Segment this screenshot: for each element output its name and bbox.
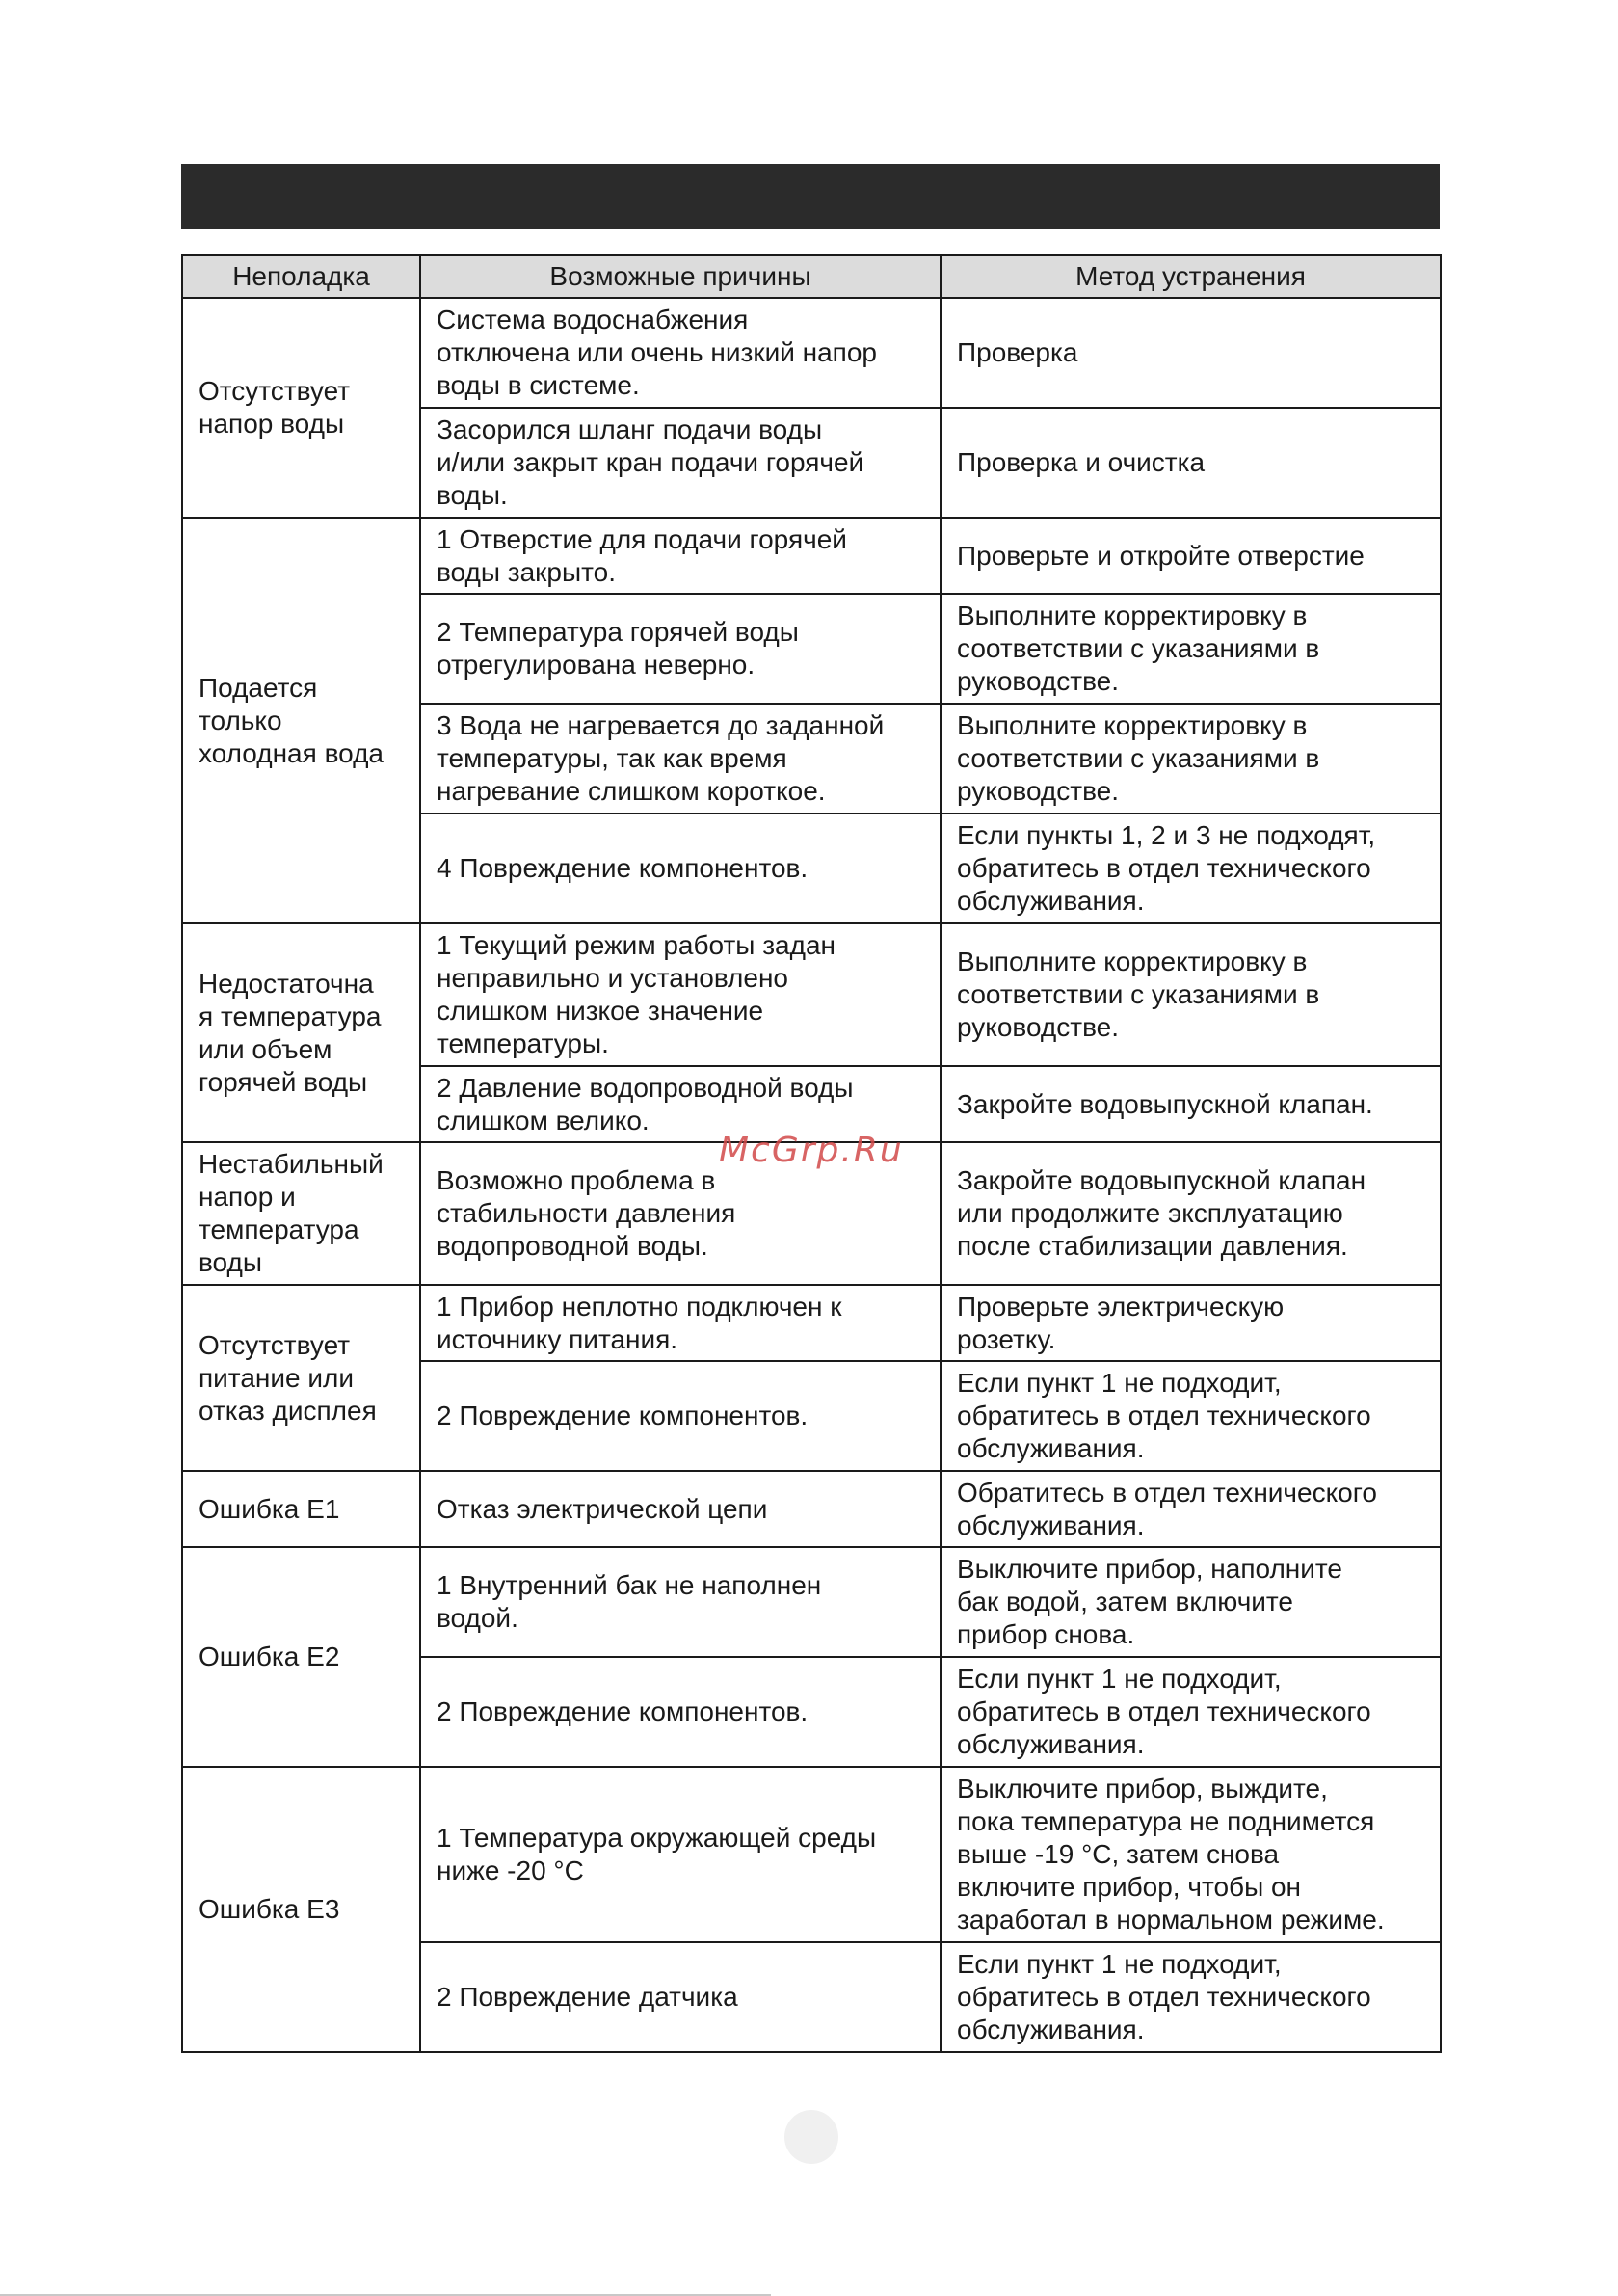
cause-cell: 1 Внутренний бак не наполнен водой. <box>420 1547 941 1657</box>
cause-cell: Система водоснабжения отключена или очень низкий напор воды в системе. <box>420 298 941 408</box>
cause-cell: 2 Температура горячей воды отрегулирована неверно. <box>420 594 941 704</box>
remedy-cell: Если пункт 1 не подходит, обратитесь в отдел технического обслуживания. <box>941 1657 1441 1767</box>
remedy-cell: Выключите прибор, выждите, пока температура не поднимется выше -19 °C, затем снова включите прибор, чтобы он заработал в нормальном режиме. <box>941 1767 1441 1942</box>
remedy-cell: Закройте водовыпускной клапан или продолжите эксплуатацию после стабилизации давления. <box>941 1142 1441 1285</box>
table-row <box>182 1471 1441 1547</box>
remedy-cell: Проверка <box>941 298 1441 408</box>
cause-cell: 4 Повреждение компонентов. <box>420 814 941 923</box>
remedy-cell: Выключите прибор, наполните бак водой, затем включите прибор снова. <box>941 1547 1441 1657</box>
table-row <box>182 1285 1441 1361</box>
problem-cell: Ошибка E2 <box>182 1547 420 1767</box>
cause-cell: Засорился шланг подачи воды и/или закрыт кран подачи горячей воды. <box>420 408 941 518</box>
cause-cell: 1 Прибор неплотно подключен к источнику питания. <box>420 1285 941 1361</box>
remedy-cell: Если пункт 1 не подходит, обратитесь в отдел технического обслуживания. <box>941 1942 1441 2052</box>
remedy-cell: Проверьте электрическую розетку. <box>941 1285 1441 1361</box>
cause-cell: Отказ электрической цепи <box>420 1471 941 1547</box>
table-row <box>182 923 1441 1066</box>
cause-cell: 2 Повреждение датчика <box>420 1942 941 2052</box>
remedy-cell: Выполните корректировку в соответствии с указаниями в руководстве. <box>941 594 1441 704</box>
problem-cell: Ошибка E1 <box>182 1471 420 1547</box>
page-number-circle <box>784 2110 838 2164</box>
cause-cell: 2 Повреждение компонентов. <box>420 1361 941 1471</box>
remedy-cell: Если пункт 1 не подходит, обратитесь в отдел технического обслуживания. <box>941 1361 1441 1471</box>
cause-cell: 1 Температура окружающей среды ниже -20 °C <box>420 1767 941 1942</box>
remedy-cell: Выполните корректировку в соответствии с указаниями в руководстве. <box>941 704 1441 814</box>
table-row <box>182 518 1441 594</box>
problem-cell: Недостаточна я температура или объем горячей воды <box>182 923 420 1142</box>
header-remedy: Метод устранения <box>941 255 1441 298</box>
remedy-cell: Обратитесь в отдел технического обслуживания. <box>941 1471 1441 1547</box>
table-header-row <box>182 255 1441 298</box>
table-row <box>182 1547 1441 1657</box>
table-row <box>182 1767 1441 1942</box>
problem-cell: Подается только холодная вода <box>182 518 420 923</box>
problem-cell: Нестабильный напор и температура воды <box>182 1142 420 1285</box>
cause-cell: 2 Давление водопроводной воды слишком велико. <box>420 1066 941 1142</box>
header-problem: Неполадка <box>182 255 420 298</box>
table-row <box>182 298 1441 408</box>
cause-cell: 1 Отверстие для подачи горячей воды закрыто. <box>420 518 941 594</box>
watermark-text: McGrp.Ru <box>719 1131 904 1170</box>
problem-cell: Ошибка E3 <box>182 1767 420 2052</box>
problem-cell: Отсутствует напор воды <box>182 298 420 518</box>
header-causes: Возможные причины <box>420 255 941 298</box>
cause-cell: Возможно проблема в стабильности давления водопроводной воды. <box>420 1142 941 1285</box>
remedy-cell: Закройте водовыпускной клапан. <box>941 1066 1441 1142</box>
remedy-cell: Проверьте и откройте отверстие <box>941 518 1441 594</box>
remedy-cell: Проверка и очистка <box>941 408 1441 518</box>
problem-cell: Отсутствует питание или отказ дисплея <box>182 1285 420 1471</box>
cause-cell: 2 Повреждение компонентов. <box>420 1657 941 1767</box>
cause-cell: 3 Вода не нагревается до заданной температуры, так как время нагревание слишком короткое. <box>420 704 941 814</box>
page-header-bar <box>181 164 1440 229</box>
remedy-cell: Если пункты 1, 2 и 3 не подходят, обратитесь в отдел технического обслуживания. <box>941 814 1441 923</box>
remedy-cell: Выполните корректировку в соответствии с указаниями в руководстве. <box>941 923 1441 1066</box>
cause-cell: 1 Текущий режим работы задан неправильно и установлено слишком низкое значение температуры. <box>420 923 941 1066</box>
